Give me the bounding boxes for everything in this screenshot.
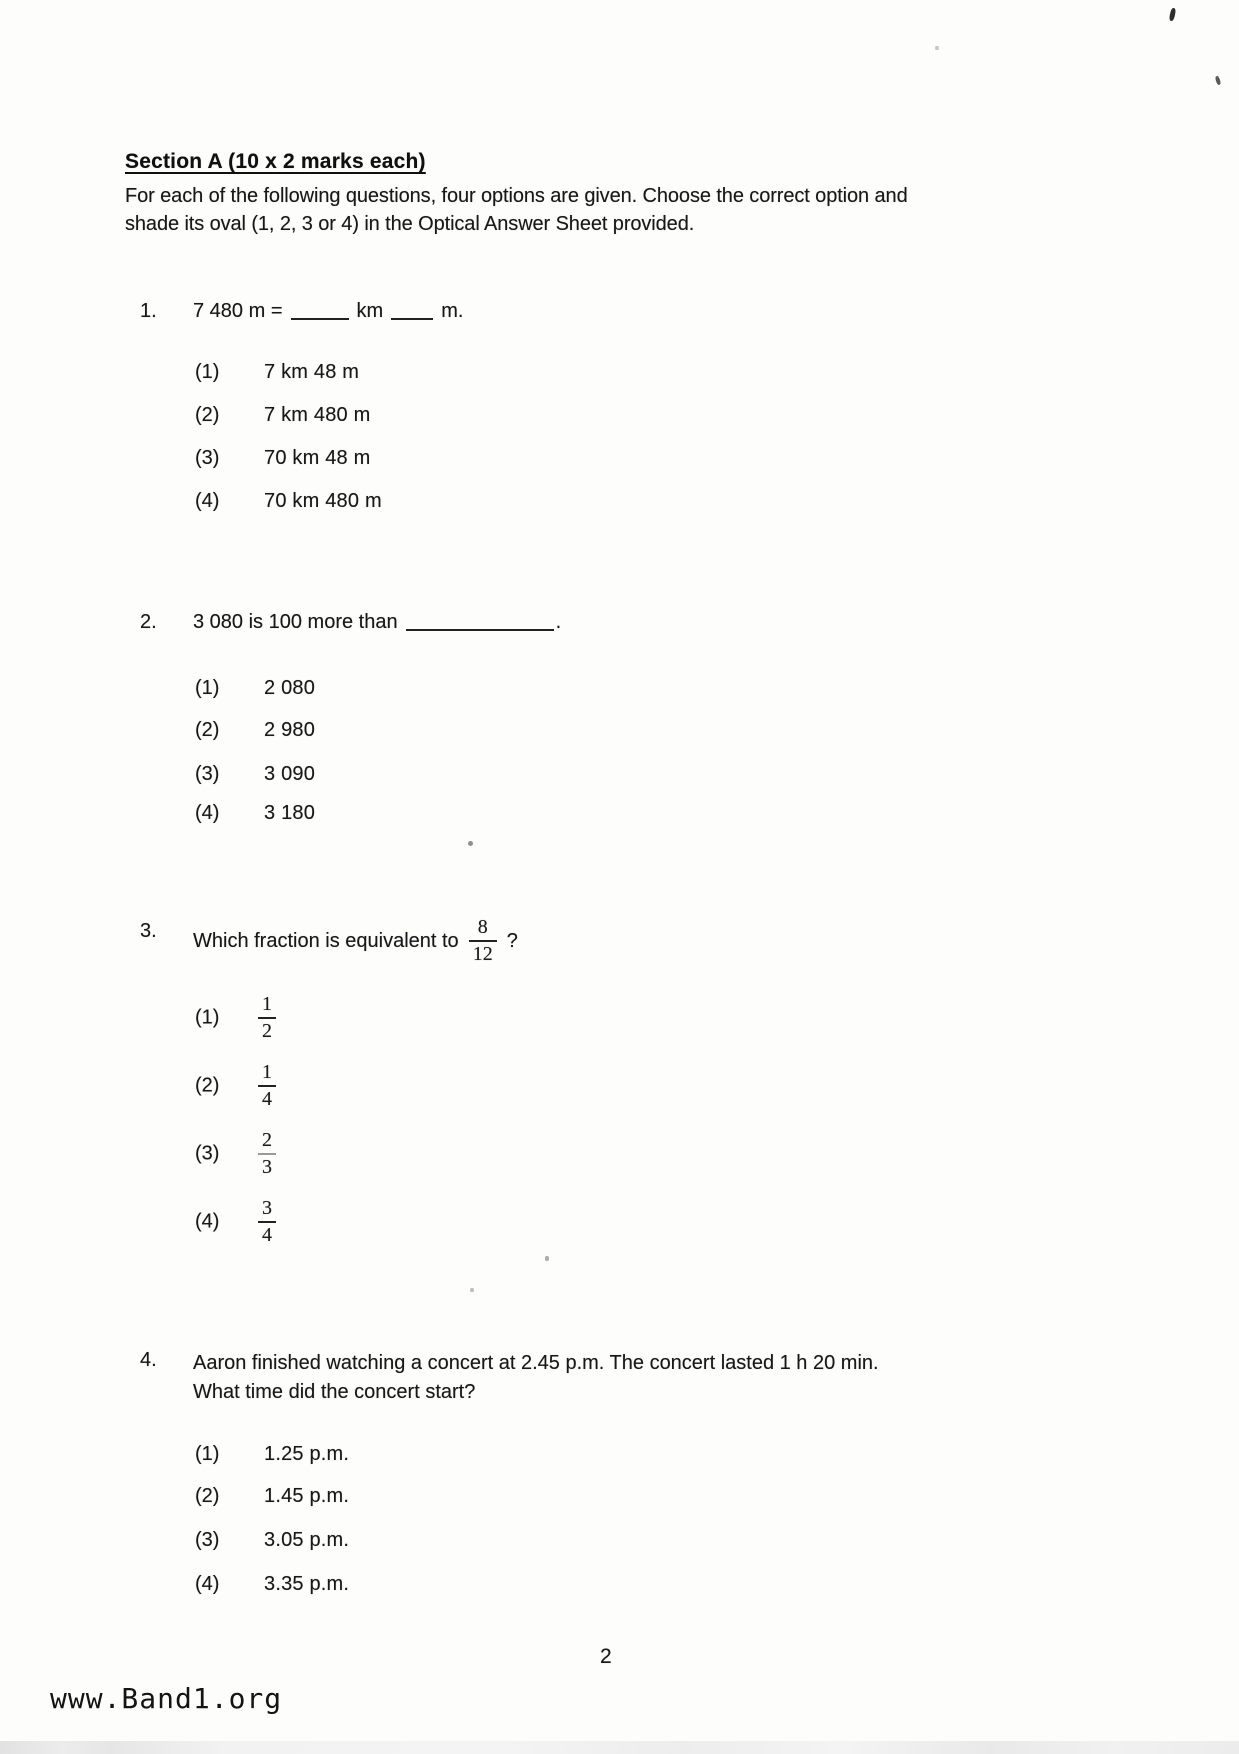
q4-stem-line-2: What time did the concert start? <box>193 1381 476 1403</box>
scan-speck <box>1215 76 1222 86</box>
answer-blank <box>406 629 554 631</box>
fraction-denominator: 4 <box>262 1088 272 1110</box>
q4-option-1 <box>0 1443 1239 1469</box>
page-number: 2 <box>600 1645 612 1668</box>
q1-option-2 <box>0 404 1239 430</box>
q4-option-2 <box>0 1485 1239 1511</box>
q3-option-3 <box>0 1125 1239 1183</box>
fraction-numerator: 1 <box>262 993 272 1015</box>
option-text: 2 080 <box>264 677 316 699</box>
option-marker: (3) <box>195 447 220 469</box>
scan-speck <box>935 46 939 50</box>
question-2-number: 2. <box>140 611 157 633</box>
fraction <box>258 1062 276 1110</box>
fraction-bar <box>469 940 497 942</box>
option-text: 7 km 48 m <box>264 361 360 383</box>
option-text: 1.25 p.m. <box>264 1443 350 1465</box>
option-marker: (3) <box>195 763 220 785</box>
q2-stem-suffix: . <box>555 611 562 633</box>
q1-option-3 <box>0 447 1239 473</box>
option-marker: (2) <box>195 1485 220 1507</box>
question-3-number: 3. <box>140 920 157 942</box>
fraction-bar <box>258 1017 276 1019</box>
question-3-stem <box>193 908 518 974</box>
fraction-bar <box>258 1221 276 1223</box>
scan-speck <box>470 1288 474 1292</box>
option-text: 3 180 <box>264 802 316 824</box>
question-4-stem <box>193 1349 879 1407</box>
fraction <box>258 1198 276 1246</box>
option-marker: (1) <box>195 677 220 699</box>
q1-stem-unit1: km <box>356 300 384 322</box>
q4-stem-line-1: Aaron finished watching a concert at 2.45 p.m. The concert lasted 1 h 20 min. <box>193 1352 879 1374</box>
fraction-denominator: 12 <box>472 943 493 965</box>
fraction <box>258 994 276 1042</box>
fraction-numerator: 1 <box>262 1061 272 1083</box>
question-1-stem <box>193 300 463 323</box>
fraction-denominator: 2 <box>262 1020 272 1042</box>
option-marker: (2) <box>195 404 220 426</box>
option-marker: (2) <box>195 1074 220 1097</box>
scan-edge-band <box>0 1741 1239 1754</box>
instructions-line-2: shade its oval (1, 2, 3 or 4) in the Optical Answer Sheet provided. <box>125 213 695 235</box>
fraction-bar <box>258 1153 276 1155</box>
q1-option-4 <box>0 490 1239 516</box>
q2-option-2 <box>0 719 1239 745</box>
instructions-line-1: For each of the following questions, four options are given. Choose the correct option and <box>125 185 908 207</box>
option-text: 2 980 <box>264 719 316 741</box>
fraction-numerator: 8 <box>477 916 488 938</box>
q1-option-1 <box>0 361 1239 387</box>
option-marker: (3) <box>195 1529 220 1551</box>
q2-option-1 <box>0 677 1239 703</box>
option-marker: (4) <box>195 1573 220 1595</box>
option-marker: (1) <box>195 1443 220 1465</box>
question-4-number: 4. <box>140 1349 157 1371</box>
option-marker: (1) <box>195 361 220 383</box>
q3-option-4 <box>0 1193 1239 1251</box>
fraction <box>258 1130 276 1178</box>
option-text: 3.05 p.m. <box>264 1529 350 1551</box>
answer-blank <box>291 318 349 320</box>
scan-speck <box>468 841 473 846</box>
option-marker: (2) <box>195 719 220 741</box>
q3-stem-suffix: ? <box>506 929 518 952</box>
section-instructions <box>125 182 1005 238</box>
option-text: 70 km 48 m <box>264 447 371 469</box>
q2-stem-prefix: 3 080 is 100 more than <box>193 611 398 633</box>
fraction <box>469 917 497 965</box>
question-1-number: 1. <box>140 300 157 322</box>
fraction-denominator: 3 <box>262 1156 272 1178</box>
q4-option-3 <box>0 1529 1239 1555</box>
q2-option-4 <box>0 802 1239 828</box>
scan-speck <box>545 1256 549 1261</box>
section-heading: Section A (10 x 2 marks each) <box>125 150 426 173</box>
q2-option-3 <box>0 763 1239 789</box>
fraction-numerator: 2 <box>262 1129 272 1151</box>
q3-stem-prefix: Which fraction is equivalent to <box>193 929 459 952</box>
answer-blank <box>391 318 433 320</box>
fraction-numerator: 3 <box>262 1197 272 1219</box>
q3-option-1 <box>0 989 1239 1047</box>
footer-watermark-url: www.Band1.org <box>50 1682 283 1715</box>
option-text: 3 090 <box>264 763 316 785</box>
q1-stem-prefix: 7 480 m = <box>193 300 283 322</box>
option-marker: (3) <box>195 1142 220 1165</box>
option-text: 3.35 p.m. <box>264 1573 350 1595</box>
option-text: 7 km 480 m <box>264 404 371 426</box>
question-2-stem <box>193 611 561 634</box>
option-text: 1.45 p.m. <box>264 1485 350 1507</box>
option-text: 70 km 480 m <box>264 490 382 512</box>
option-marker: (4) <box>195 490 220 512</box>
q3-option-2 <box>0 1057 1239 1115</box>
q1-stem-unit2: m. <box>441 300 464 322</box>
fraction-denominator: 4 <box>262 1224 272 1246</box>
option-marker: (1) <box>195 1006 220 1029</box>
option-marker: (4) <box>195 802 220 824</box>
scan-speck <box>1169 8 1177 22</box>
q4-option-4 <box>0 1573 1239 1599</box>
option-marker: (4) <box>195 1210 220 1233</box>
fraction-bar <box>258 1085 276 1087</box>
